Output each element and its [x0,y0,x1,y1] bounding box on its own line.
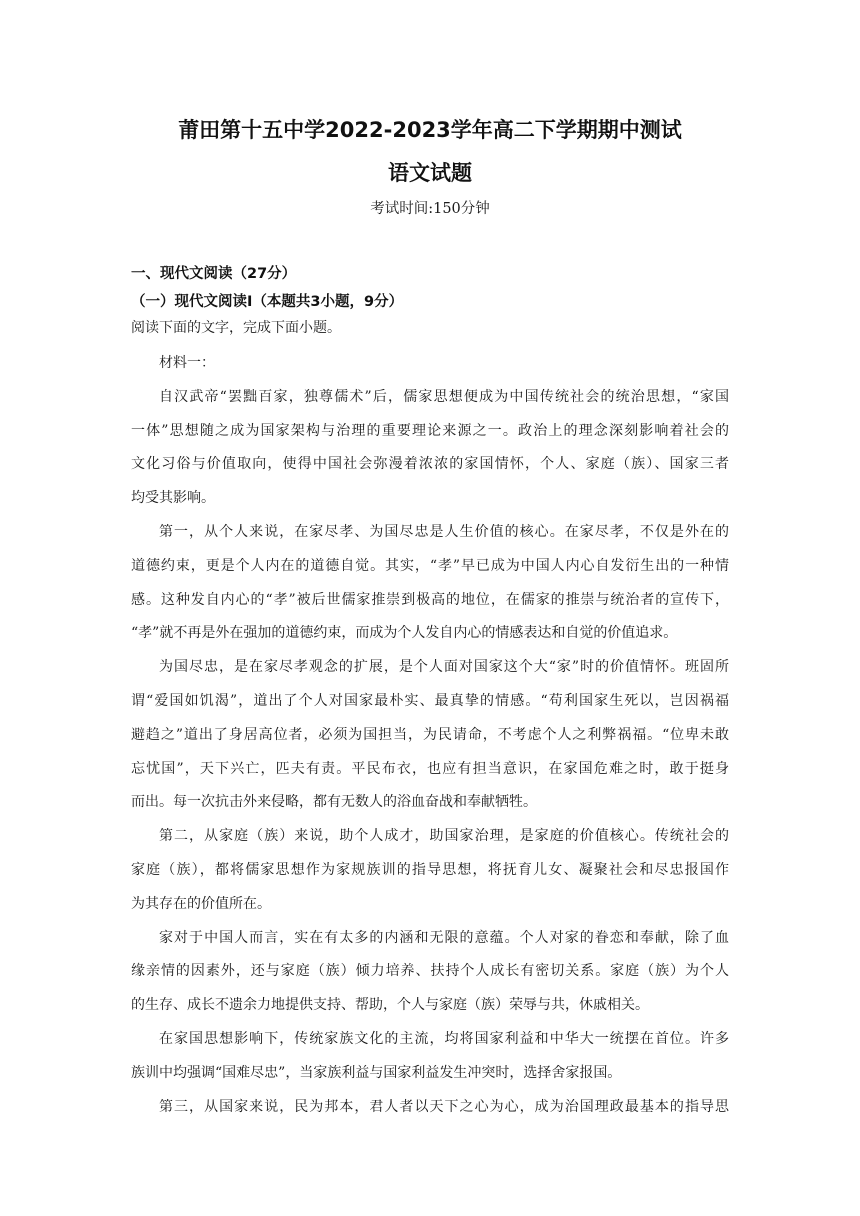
passage-line: 为其存在的价值所在。 [131,895,271,912]
subsection-heading: （一）现代文阅读Ⅰ（本题共3小题，9分） [131,294,404,310]
passage-line: 谓“爱国如饥渴”，道出了个人对国家最朴实、最真挚的情感。“苟利国家生死以，岂因祸福 [131,692,729,709]
passage-line: 第一，从个人来说，在家尽孝、为国尽忠是人生价值的核心。在家尽孝，不仅是外在的 [159,523,729,540]
reading-passage [131,347,729,1124]
passage-line: 避趋之”道出了身居高位者，必须为国担当，为民请命，不考虑个人之利弊祸福。“位卑未敢 [131,726,729,743]
passage-line: 均受其影响。 [131,490,215,507]
passage-line: 在家国思想影响下，传统家族文化的主流，均将国家利益和中华大一统摆在首位。许多 [159,1030,729,1047]
passage-line: 文化习俗与价值取向，使得中国社会弥漫着浓浓的家国情怀，个人、家庭（族）、国家三者 [131,456,729,473]
exam-time: 考试时间:150分钟 [370,201,490,217]
passage-line: 感。这种发自内心的“孝”被后世儒家推崇到极高的地位，在儒家的推崇与统治者的宣传下， [131,591,729,608]
instruction-text: 阅读下面的文字，完成下面小题。 [131,320,341,336]
passage-line: 为国尽忠，是在家尽孝观念的扩展，是个人面对国家这个大“家”时的价值情怀。班固所 [159,659,729,676]
document-subject-title: 语文试题 [388,161,472,185]
passage-line: 自汉武帝“罢黜百家，独尊儒术”后，儒家思想便成为中国传统社会的统治思想，“家国 [159,388,729,405]
passage-line: 家对于中国人而言，实在有太多的内涵和无限的意蕴。个人对家的眷恋和奉献，除了血 [159,929,729,946]
passage-line: 道德约束，更是个人内在的道德自觉。其实，“孝”早已成为中国人内心自发衍生出的一种情 [131,557,729,574]
material-label: 材料一： [159,355,215,371]
passage-line: 而出。每一次抗击外来侵略，都有无数人的浴血奋战和奉献牺牲。 [131,794,537,811]
passage-line: 家庭（族），都将儒家思想作为家规族训的指导思想，将抚育儿女、凝聚社会和尽忠报国作 [131,861,729,878]
passage-line: 忘忧国”，天下兴亡，匹夫有责。平民布衣，也应有担当意识，在家国危难之时，敢于挺身 [131,760,729,777]
passage-line: 第三，从国家来说，民为邦本，君人者以天下之心为心，成为治国理政最基本的指导思 [159,1098,729,1115]
passage-line: 的生存、成长不遗余力地提供支持、帮助，个人与家庭（族）荣辱与共，休戚相关。 [131,997,649,1014]
passage-line: 族训中均强调“国难尽忠”，当家族利益与国家利益发生冲突时，选择舍家报国。 [131,1064,622,1081]
passage-line: 第二，从家庭（族）来说，助个人成才，助国家治理，是家庭的价值核心。传统社会的 [159,828,729,845]
passage-line: 缘亲情的因素外，还与家庭（族）倾力培养、扶持个人成长有密切关系。家庭（族）为个人 [131,963,729,980]
passage-line: 一体”思想随之成为国家架构与治理的重要理论来源之一。政治上的理念深刻影响着社会的 [131,422,729,439]
document-title: 莆田第十五中学2022-2023学年高二下学期期中测试 [178,118,682,142]
passage-line: “孝”就不再是外在强加的道德约束，而成为个人发自内心的情感表达和自觉的价值追求。 [131,625,678,642]
section-heading: 一、现代文阅读（27分） [131,266,297,282]
